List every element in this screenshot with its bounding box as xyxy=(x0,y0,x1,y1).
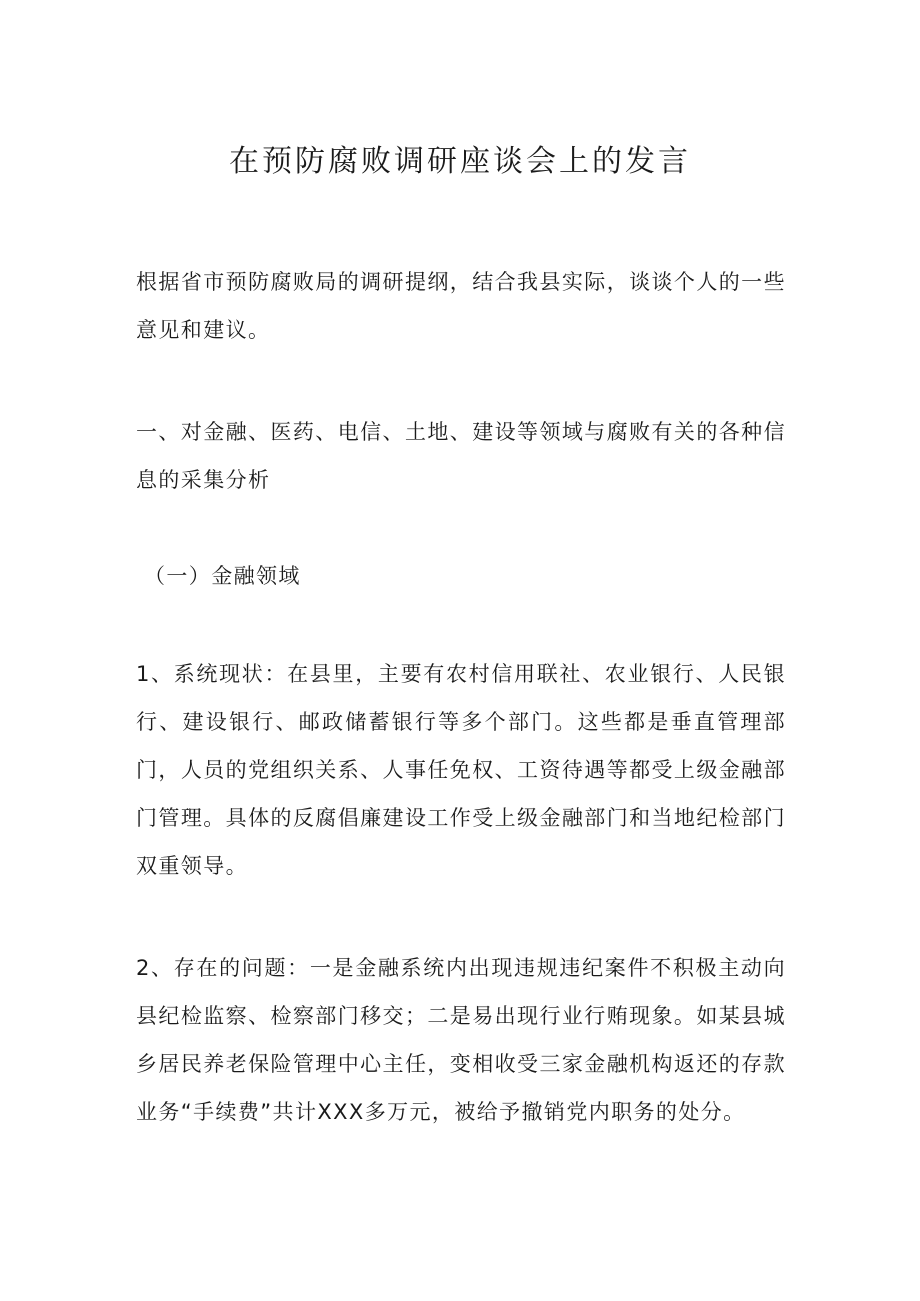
body-paragraph-current-status: 1、系统现状：在县里，主要有农村信用联社、农业银行、人民银行、建设银行、邮政储蓄银行等多个部门。这些都是垂直管理部门，人员的党组织关系、人事任免权、工资待遇等都受上级金融部门管理。具体的反腐倡廉建设工作受上级金融部门和当地纪检部门双重领导。 xyxy=(136,662,786,878)
intro-paragraph: 根据省市预防腐败局的调研提纲，结合我县实际，谈谈个人的一些意见和建议。 xyxy=(136,270,786,342)
section-heading: 一、对金融、医药、电信、土地、建设等领域与腐败有关的各种信息的采集分析 xyxy=(136,420,786,492)
body-paragraph-existing-problems: 2、存在的问题：一是金融系统内出现违规违纪案件不积极主动向县纪检监察、检察部门移交；二是易出现行业行贿现象。如某县城乡居民养老保险管理中心主任，变相收受三家金融机构返还的存款业务“手续费”共计XXX多万元，被给予撤销党内职务的处分。 xyxy=(136,956,786,1124)
document-title: 在预防腐败调研座谈会上的发言 xyxy=(229,144,691,179)
subsection-heading: （一）金融领域 xyxy=(144,564,301,588)
